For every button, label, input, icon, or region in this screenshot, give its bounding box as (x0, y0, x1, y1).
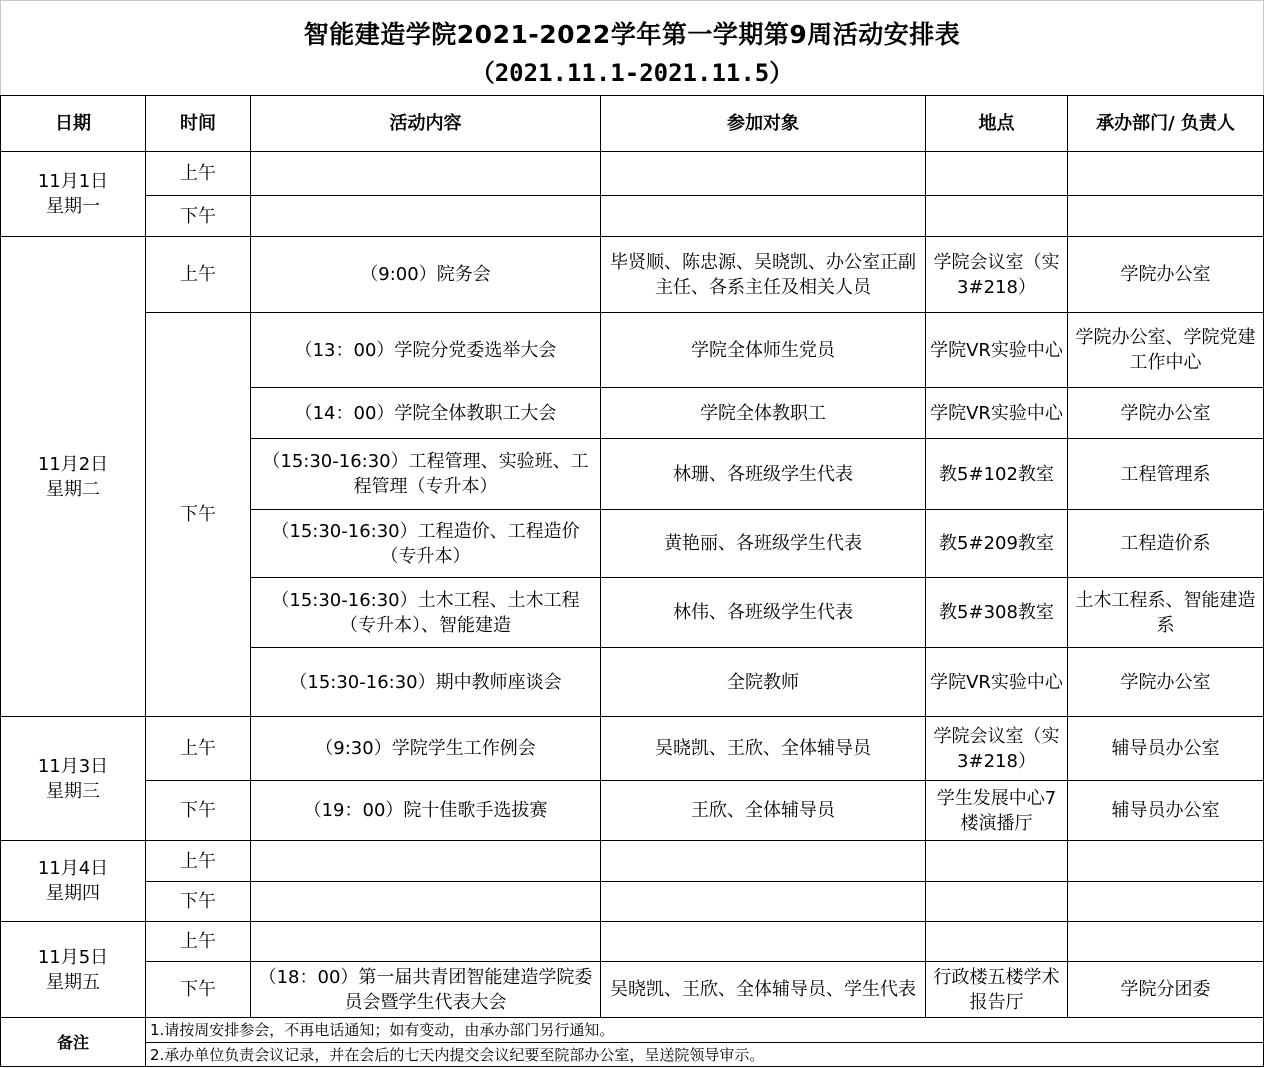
table-row (1, 962, 1264, 1018)
organizer-cell: 工程造价系 (1068, 510, 1264, 578)
content-cell (251, 882, 601, 922)
schedule-table (0, 95, 1264, 1067)
period-cell: 下午 (146, 313, 251, 717)
day-date: 11月3日 (37, 755, 109, 777)
period-cell: 下午 (146, 781, 251, 841)
attendees-cell: 林珊、各班级学生代表 (601, 439, 926, 510)
content-cell: （19：00）院十佳歌手选拔赛 (251, 781, 601, 841)
location-cell: 教5#308教室 (926, 578, 1068, 648)
attendees-cell: 吴晓凯、王欣、全体辅导员 (601, 717, 926, 781)
note-line-2: 2.承办单位负责会议记录，并在会后的七天内提交会议纪要至院部办公室，呈送院领导审示。 (146, 1043, 1264, 1067)
content-cell (251, 196, 601, 237)
attendees-cell: 黄艳丽、各班级学生代表 (601, 510, 926, 578)
attendees-cell: 林伟、各班级学生代表 (601, 578, 926, 648)
organizer-cell: 土木工程系、智能建造系 (1068, 578, 1264, 648)
location-cell: 学院会议室（实3#218） (926, 717, 1068, 781)
content-cell: （14：00）学院全体教职工大会 (251, 388, 601, 439)
table-row (1, 922, 1264, 962)
header-organizer: 承办部门/ 负责人 (1068, 96, 1264, 152)
day-date: 11月5日 (37, 946, 109, 968)
attendees-cell (601, 922, 926, 962)
organizer-cell: 学院办公室、学院党建工作中心 (1068, 313, 1264, 388)
notes-label: 备注 (1, 1018, 146, 1067)
header-time: 时间 (146, 96, 251, 152)
organizer-cell: 辅导员办公室 (1068, 781, 1264, 841)
attendees-cell (601, 841, 926, 882)
day-cell (1, 922, 146, 1018)
table-row (1, 717, 1264, 781)
attendees-cell: 全院教师 (601, 648, 926, 717)
table-row (1, 882, 1264, 922)
location-cell (926, 922, 1068, 962)
location-cell (926, 152, 1068, 196)
day-weekday: 星期一 (46, 196, 100, 217)
notes-row (1, 1018, 1264, 1043)
period-cell: 上午 (146, 922, 251, 962)
organizer-cell: 学院分团委 (1068, 962, 1264, 1018)
organizer-cell: 学院办公室 (1068, 237, 1264, 313)
content-cell (251, 152, 601, 196)
content-cell: （15:30-16:30）土木工程、土木工程（专升本）、智能建造 (251, 578, 601, 648)
day-cell (1, 717, 146, 841)
header-row (1, 96, 1264, 152)
table-row (1, 313, 1264, 388)
location-cell: 学院VR实验中心 (926, 313, 1068, 388)
period-cell: 上午 (146, 717, 251, 781)
page-title: 智能建造学院2021-2022学年第一学期第9周活动安排表 (303, 20, 961, 49)
attendees-cell: 毕贤顺、陈忠源、吴晓凯、办公室正副主任、各系主任及相关人员 (601, 237, 926, 313)
location-cell: 教5#102教室 (926, 439, 1068, 510)
organizer-cell: 辅导员办公室 (1068, 717, 1264, 781)
location-cell (926, 882, 1068, 922)
attendees-cell (601, 152, 926, 196)
attendees-cell: 吴晓凯、王欣、全体辅导员、学生代表 (601, 962, 926, 1018)
header-content: 活动内容 (251, 96, 601, 152)
period-cell: 下午 (146, 882, 251, 922)
content-cell: （18：00）第一届共青团智能建造学院委员会暨学生代表大会 (251, 962, 601, 1018)
location-cell: 学院VR实验中心 (926, 388, 1068, 439)
content-cell (251, 922, 601, 962)
header-attendees: 参加对象 (601, 96, 926, 152)
location-cell: 学院会议室（实3#218） (926, 237, 1068, 313)
period-cell: 下午 (146, 196, 251, 237)
organizer-cell (1068, 841, 1264, 882)
organizer-cell: 学院办公室 (1068, 648, 1264, 717)
attendees-cell: 王欣、全体辅导员 (601, 781, 926, 841)
period-cell: 上午 (146, 237, 251, 313)
day-date: 11月2日 (37, 453, 109, 475)
day-cell (1, 841, 146, 922)
organizer-cell (1068, 882, 1264, 922)
location-cell (926, 841, 1068, 882)
day-cell (1, 237, 146, 717)
header-location: 地点 (926, 96, 1068, 152)
content-cell: （13：00）学院分党委选举大会 (251, 313, 601, 388)
content-cell: （15:30-16:30）期中教师座谈会 (251, 648, 601, 717)
organizer-cell: 工程管理系 (1068, 439, 1264, 510)
date-range: （2021.11.1-2021.11.5） (470, 59, 794, 87)
location-cell: 学院VR实验中心 (926, 648, 1068, 717)
day-weekday: 星期二 (46, 478, 100, 500)
table-row (1, 196, 1264, 237)
notes-row (1, 1043, 1264, 1067)
organizer-cell (1068, 196, 1264, 237)
title-banner (0, 0, 1264, 96)
day-date: 11月4日 (37, 858, 109, 879)
table-row (1, 152, 1264, 196)
day-cell (1, 152, 146, 237)
attendees-cell: 学院全体师生党员 (601, 313, 926, 388)
attendees-cell (601, 196, 926, 237)
header-date: 日期 (1, 96, 146, 152)
period-cell: 上午 (146, 841, 251, 882)
organizer-cell: 学院办公室 (1068, 388, 1264, 439)
content-cell: （15:30-16:30）工程造价、工程造价（专升本） (251, 510, 601, 578)
attendees-cell (601, 882, 926, 922)
organizer-cell (1068, 922, 1264, 962)
content-cell: （9:00）院务会 (251, 237, 601, 313)
content-cell: （15:30-16:30）工程管理、实验班、工程管理（专升本） (251, 439, 601, 510)
organizer-cell (1068, 152, 1264, 196)
table-row (1, 237, 1264, 313)
day-weekday: 星期五 (46, 971, 100, 993)
location-cell (926, 196, 1068, 237)
content-cell (251, 841, 601, 882)
period-cell: 下午 (146, 962, 251, 1018)
day-weekday: 星期四 (46, 883, 100, 904)
day-date: 11月1日 (37, 171, 109, 192)
location-cell: 教5#209教室 (926, 510, 1068, 578)
period-cell: 上午 (146, 152, 251, 196)
location-cell: 行政楼五楼学术报告厅 (926, 962, 1068, 1018)
content-cell: （9:30）学院学生工作例会 (251, 717, 601, 781)
table-row (1, 781, 1264, 841)
day-weekday: 星期三 (46, 780, 100, 802)
note-line-1: 1.请按周安排参会，不再电话通知；如有变动，由承办部门另行通知。 (146, 1018, 1264, 1043)
attendees-cell: 学院全体教职工 (601, 388, 926, 439)
location-cell: 学生发展中心7楼演播厅 (926, 781, 1068, 841)
table-row (1, 841, 1264, 882)
